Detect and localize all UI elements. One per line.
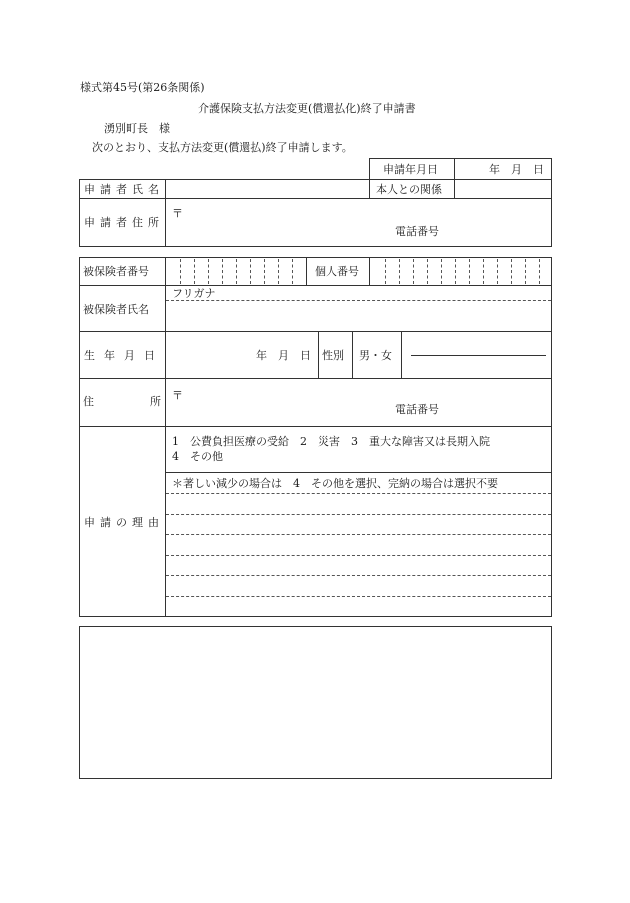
insured-phone-label: 電話番号: [395, 403, 439, 416]
date-field[interactable]: 年 月 日: [489, 163, 544, 176]
address-label-char-2: 所: [150, 395, 161, 408]
address-label-char-1: 住: [83, 395, 94, 408]
reason-options-line2[interactable]: 4 その他: [172, 450, 223, 463]
date-label: 申請年月日: [383, 163, 438, 176]
furigana-label: フリガナ: [172, 287, 216, 300]
insured-name-field[interactable]: [168, 304, 548, 328]
form-number: 様式第45号(第26条関係): [80, 81, 205, 94]
applicant-address-label: 申請者住所: [84, 216, 164, 229]
postal-mark: 〒: [172, 207, 183, 220]
reason-note: ＊著しい減少の場合は 4 その他を選択、完納の場合は選択不要: [172, 477, 498, 490]
addressee: 湧別町長 様: [104, 122, 170, 135]
sex-selector[interactable]: 男・女: [359, 349, 392, 362]
furigana-field[interactable]: [230, 287, 548, 299]
sex-label: 性別: [322, 349, 344, 362]
reason-label: 申請の理由: [84, 516, 164, 529]
applicant-address-field[interactable]: [168, 201, 548, 219]
insured-address-field[interactable]: [168, 382, 548, 400]
applicant-name-label: 申請者氏名: [84, 183, 164, 196]
phone-label: 電話番号: [395, 225, 439, 238]
office-use-box: [79, 626, 552, 779]
intro-text: 次のとおり、支払方法変更(償還払)終了申請します。: [92, 141, 353, 154]
insured-postal-mark: 〒: [172, 389, 183, 402]
birth-date-label: 生年月日: [84, 349, 164, 362]
applicant-name-field[interactable]: [168, 181, 366, 196]
personal-number-label: 個人番号: [315, 265, 359, 278]
insured-number-label: 被保険者番号: [83, 265, 149, 278]
insured-address-label: [83, 396, 161, 407]
reason-options-line1[interactable]: 1 公費負担医療の受給 2 災害 3 重大な障害又は長期入院: [172, 435, 490, 448]
birth-date-field[interactable]: 年 月 日: [256, 349, 311, 362]
personal-number-field[interactable]: [371, 259, 550, 284]
form-title: 介護保険支払方法変更(償還払化)終了申請書: [198, 102, 416, 115]
relation-label: 本人との関係: [376, 183, 442, 196]
reason-detail-field[interactable]: [168, 495, 548, 613]
relation-field[interactable]: [457, 181, 549, 196]
insured-name-label: 被保険者氏名: [83, 303, 149, 316]
